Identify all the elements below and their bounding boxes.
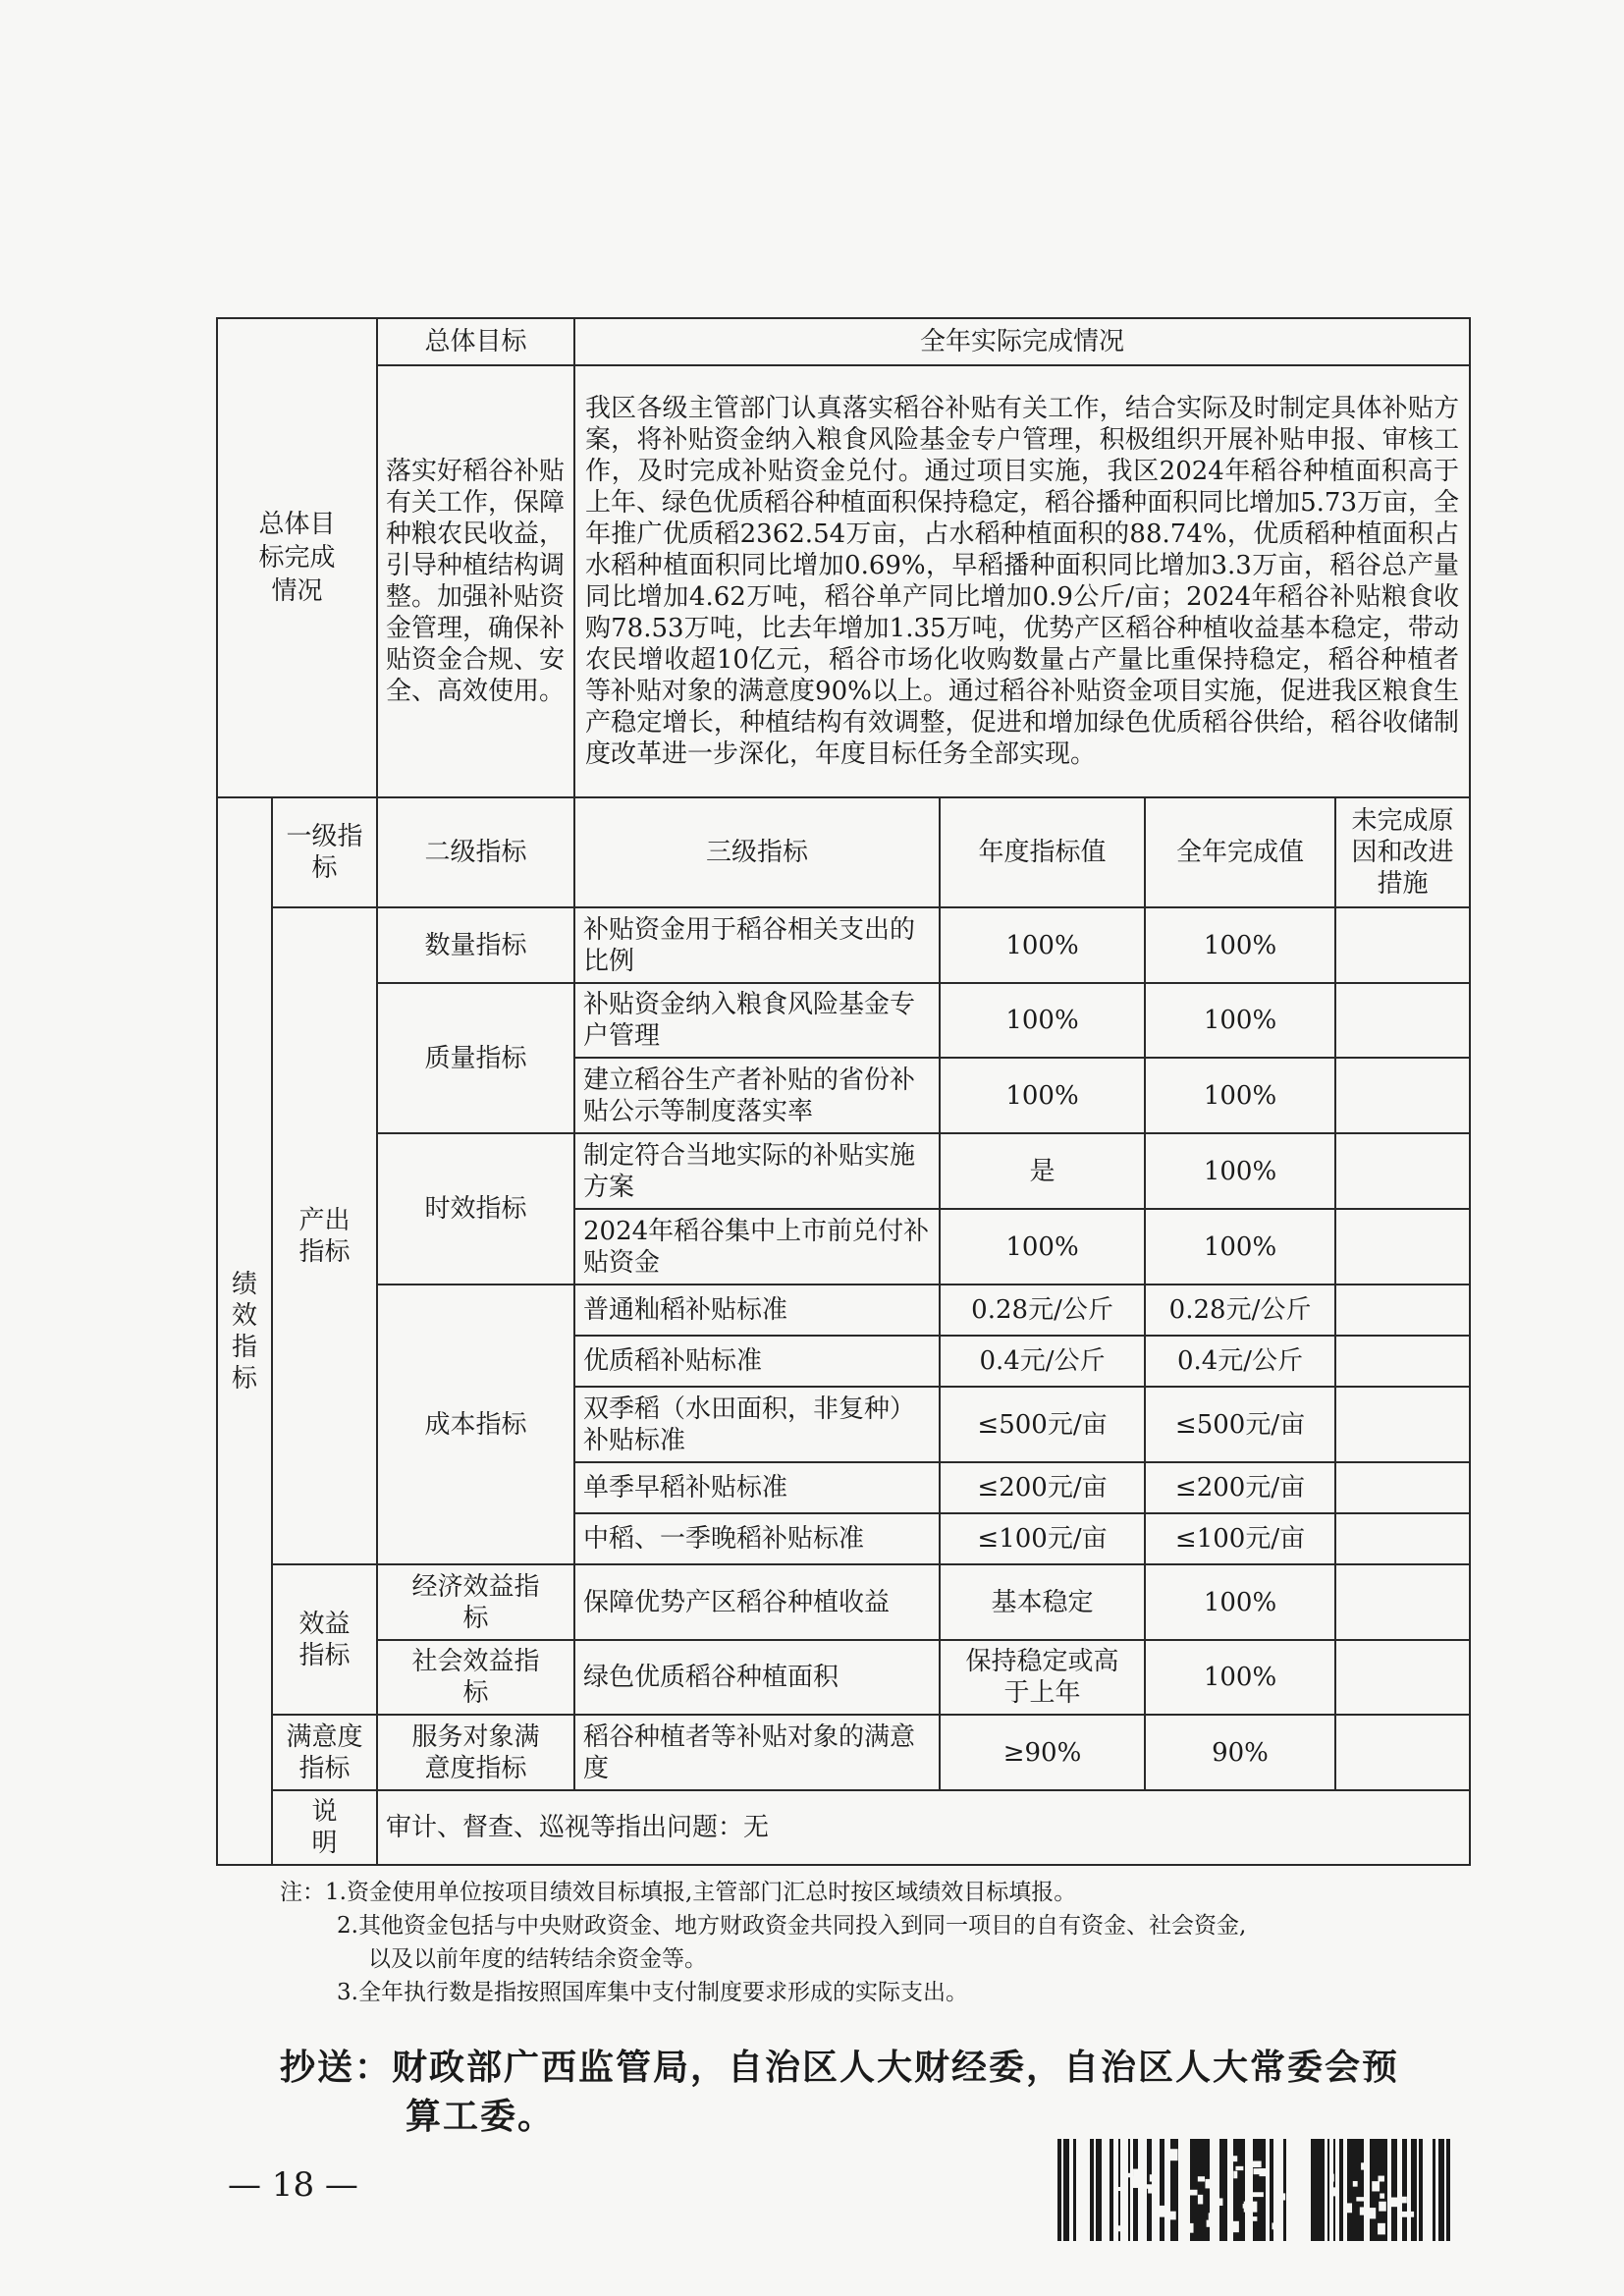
reason-cell	[1335, 1564, 1470, 1640]
summary-row-label: 总体目标完成情况	[217, 318, 377, 797]
target-cell: 0.28元/公斤	[940, 1285, 1145, 1336]
actual-cell: ≤200元/亩	[1145, 1462, 1335, 1513]
level2-timeliness: 时效指标	[377, 1133, 574, 1285]
actual-completion-text: 我区各级主管部门认真落实稻谷补贴有关工作，结合实际及时制定具体补贴方案，将补贴资金纳入粮食风险基金专户管理，积极组织开展补贴申报、审核工作，及时完成补贴资金兑付。通过项目实施，我区2024年稻谷种植面积高于上年、绿色优质稻谷种植面积保持稳定，稻谷播种面积同比增加5.73万亩，全年推广优质稻2362.54万亩，占水稻种植面积的88.74%，优质稻种植面积占水稻种植面积同比增加0.69%，早稻播种面积同比增加3.3万亩，稻谷总产量同比增加4.62万吨，稻谷单产同比增加0.9公斤/亩；2024年稻谷补贴粮食收购78.53万吨，比去年增加1.35万吨，优势产区稻谷种植收益基本稳定，带动农民增收超10亿元，稻谷市场化收购数量占产量比重保持稳定，稻谷种植者等补贴对象的满意度90%以上。通过稻谷补贴资金项目实施，促进我区粮食生产稳定增长，种植结构有效调整，促进和增加绿色优质稻谷供给，稻谷收储制度改革进一步深化，年度目标任务全部实现。	[574, 365, 1470, 797]
actual-cell: 100%	[1145, 983, 1335, 1058]
overall-goal-text: 落实好稻谷补贴有关工作，保障种粮农民收益，引导种植结构调整。加强补贴资金管理，确保补贴资金合规、安全、高效使用。	[377, 365, 574, 797]
reason-cell	[1335, 1715, 1470, 1790]
reason-cell	[1335, 907, 1470, 983]
indicator-cell: 2024年稻谷集中上市前兑付补贴资金	[574, 1209, 940, 1285]
header-target: 年度指标值	[940, 797, 1145, 907]
target-cell: 0.4元/公斤	[940, 1336, 1145, 1387]
indicator-cell: 制定符合当地实际的补贴实施方案	[574, 1133, 940, 1209]
note-2: 2.其他资金包括与中央财政资金、地方财政资金共同投入到同一项目的自有资金、社会资金,	[337, 1913, 1247, 1939]
target-cell: 100%	[940, 983, 1145, 1058]
reason-cell	[1335, 1133, 1470, 1209]
target-cell: 100%	[940, 1209, 1145, 1285]
cc-recipients	[280, 2043, 1473, 2141]
actual-cell: 90%	[1145, 1715, 1335, 1790]
indicator-cell: 中稻、一季晚稻补贴标准	[574, 1513, 940, 1564]
barcode-icon	[1057, 2139, 1450, 2241]
level2-quantity: 数量指标	[377, 907, 574, 983]
explain-label: 说明	[272, 1790, 377, 1865]
target-cell: ≤100元/亩	[940, 1513, 1145, 1564]
actual-cell: 100%	[1145, 1640, 1335, 1715]
reason-cell	[1335, 1387, 1470, 1462]
actual-cell: 100%	[1145, 907, 1335, 983]
table-notes	[280, 1876, 1468, 2009]
indicator-cell: 补贴资金纳入粮食风险基金专户管理	[574, 983, 940, 1058]
level2-quality: 质量指标	[377, 983, 574, 1133]
level2-cost: 成本指标	[377, 1285, 574, 1564]
target-cell: ≤200元/亩	[940, 1462, 1145, 1513]
reason-cell	[1335, 983, 1470, 1058]
target-cell: ≥90%	[940, 1715, 1145, 1790]
target-cell: 是	[940, 1133, 1145, 1209]
indicator-cell: 稻谷种植者等补贴对象的满意度	[574, 1715, 940, 1790]
actual-cell: 100%	[1145, 1564, 1335, 1640]
indicator-cell: 补贴资金用于稻谷相关支出的比例	[574, 907, 940, 983]
level2-social: 社会效益指标	[377, 1640, 574, 1715]
target-cell: 100%	[940, 907, 1145, 983]
reason-cell	[1335, 1462, 1470, 1513]
page-number: — 18 —	[228, 2165, 358, 2205]
perf-indicator-label: 绩效指标	[217, 797, 272, 1865]
reason-cell	[1335, 1513, 1470, 1564]
header-level3: 三级指标	[574, 797, 940, 907]
header-reason: 未完成原因和改进措施	[1335, 797, 1470, 907]
level1-output: 产出指标	[272, 907, 377, 1564]
indicator-cell: 保障优势产区稻谷种植收益	[574, 1564, 940, 1640]
indicator-cell: 绿色优质稻谷种植面积	[574, 1640, 940, 1715]
reason-cell	[1335, 1209, 1470, 1285]
indicator-cell: 单季早稻补贴标准	[574, 1462, 940, 1513]
header-level2: 二级指标	[377, 797, 574, 907]
note-3: 3.全年执行数是指按照国库集中支付制度要求形成的实际支出。	[337, 1980, 968, 2005]
reason-cell	[1335, 1058, 1470, 1133]
actual-cell: 0.4元/公斤	[1145, 1336, 1335, 1387]
note-1: 注：1.资金使用单位按项目绩效目标填报,主管部门汇总时按区域绩效目标填报。	[280, 1880, 1077, 1905]
target-cell: ≤500元/亩	[940, 1387, 1145, 1462]
level2-economic: 经济效益指标	[377, 1564, 574, 1640]
explain-text: 审计、督查、巡视等指出问题：无	[377, 1790, 1470, 1865]
note-2-cont: 以及以前年度的结转结余资金等。	[368, 1946, 707, 1972]
actual-cell: 0.28元/公斤	[1145, 1285, 1335, 1336]
level2-service: 服务对象满意度指标	[377, 1715, 574, 1790]
indicator-cell: 建立稻谷生产者补贴的省份补贴公示等制度落实率	[574, 1058, 940, 1133]
actual-completion-header: 全年实际完成情况	[574, 318, 1470, 365]
actual-cell: ≤100元/亩	[1145, 1513, 1335, 1564]
reason-cell	[1335, 1285, 1470, 1336]
reason-cell	[1335, 1640, 1470, 1715]
header-level1: 一级指标	[272, 797, 377, 907]
actual-cell: 100%	[1145, 1133, 1335, 1209]
indicator-cell: 双季稻（水田面积，非复种）补贴标准	[574, 1387, 940, 1462]
cc-line-1: 抄送：财政部广西监管局，自治区人大财经委，自治区人大常委会预	[280, 2047, 1400, 2088]
actual-cell: 100%	[1145, 1209, 1335, 1285]
level1-benefit: 效益指标	[272, 1564, 377, 1715]
target-cell: 保持稳定或高于上年	[940, 1640, 1145, 1715]
actual-cell: ≤500元/亩	[1145, 1387, 1335, 1462]
target-cell: 100%	[940, 1058, 1145, 1133]
overall-goal-header: 总体目标	[377, 318, 574, 365]
performance-table	[216, 317, 1471, 1866]
actual-cell: 100%	[1145, 1058, 1335, 1133]
cc-line-2: 算工委。	[406, 2096, 556, 2137]
indicator-cell: 优质稻补贴标准	[574, 1336, 940, 1387]
level1-satisfaction: 满意度指标	[272, 1715, 377, 1790]
reason-cell	[1335, 1336, 1470, 1387]
target-cell: 基本稳定	[940, 1564, 1145, 1640]
indicator-cell: 普通籼稻补贴标准	[574, 1285, 940, 1336]
header-actual: 全年完成值	[1145, 797, 1335, 907]
